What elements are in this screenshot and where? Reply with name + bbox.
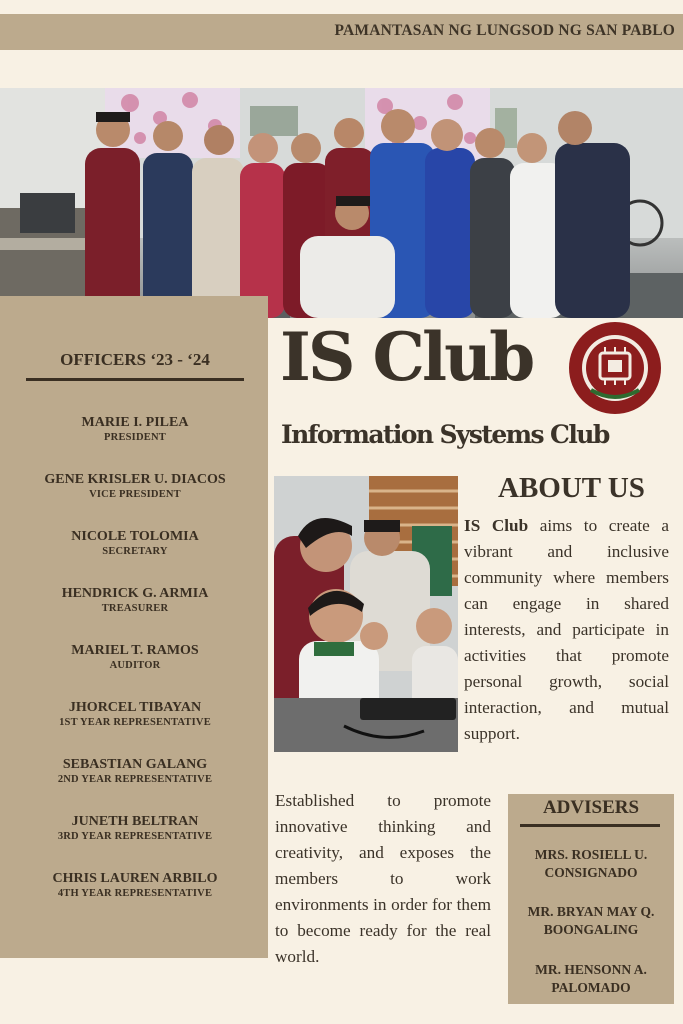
officer-name: JHORCEL TIBAYAN	[68, 700, 202, 715]
officer-name: HENDRICK G. ARMIA	[61, 586, 209, 601]
officer-entry	[22, 586, 248, 616]
officer-role: 4TH YEAR REPRESENTATIVE	[57, 888, 213, 899]
officer-name: SEBASTIAN GALANG	[62, 757, 208, 772]
officer-role: 1ST YEAR REPRESENTATIVE	[59, 717, 211, 728]
adviser-name: MR. HENSONN A. PALOMADO	[535, 962, 647, 995]
officer-entry	[22, 700, 248, 730]
officer-entry	[22, 757, 248, 787]
officer-entry	[22, 529, 248, 559]
college-seal-logo	[567, 320, 663, 416]
officer-entry	[22, 871, 248, 901]
officer-name: MARIEL T. RAMOS	[71, 643, 199, 658]
club-subtitle: Information Systems Club	[281, 420, 609, 449]
officer-role: SECRETARY	[102, 546, 168, 557]
adviser-name: MRS. ROSIELL U. CONSIGNADO	[534, 847, 648, 880]
officer-name: CHRIS LAUREN ARBILO	[52, 871, 218, 886]
officer-entry	[22, 415, 248, 445]
advisers-divider	[520, 824, 660, 827]
officer-name: MARIE I. PILEA	[81, 415, 189, 430]
officer-name: JUNETH BELTRAN	[71, 814, 199, 829]
officers-title: OFFICERS ‘23 - ‘24	[60, 350, 210, 369]
group-photo	[0, 88, 683, 318]
activity-photo	[274, 476, 458, 752]
about-title: ABOUT US	[498, 472, 645, 504]
officer-entry	[22, 814, 248, 844]
officers-panel	[0, 296, 268, 958]
about-description	[464, 513, 669, 747]
club-title: IS Club	[280, 318, 533, 396]
university-name: PAMANTASAN NG LUNGSOD NG SAN PABLO	[334, 22, 675, 39]
officer-role: VICE PRESIDENT	[89, 489, 181, 500]
officer-role: PRESIDENT	[104, 432, 166, 443]
officer-role: TREASURER	[101, 603, 169, 614]
established-text: Established to promote innovative thinking and creativity, and exposes the members to work environments in order for them to become ready for the real world.	[275, 791, 491, 966]
officer-entry	[22, 472, 248, 502]
officer-entry	[22, 643, 248, 673]
officers-divider	[26, 378, 244, 381]
officer-role: 3RD YEAR REPRESENTATIVE	[57, 831, 213, 842]
officer-role: AUDITOR	[109, 660, 161, 671]
officer-name: GENE KRISLER U. DIACOS	[44, 472, 226, 487]
about-lead: IS Club	[464, 516, 529, 535]
officer-name: NICOLE TOLOMIA	[71, 529, 199, 544]
advisers-title: ADVISERS	[542, 797, 640, 818]
about-body-text: aims to create a vibrant and inclusive community where members can engage in shared interests, and participate in activities that promote personal growth, social interaction, and mutual support.	[464, 516, 669, 743]
adviser-name: MR. BRYAN MAY Q. BOONGALING	[527, 904, 655, 937]
officer-role: 2ND YEAR REPRESENTATIVE	[57, 774, 213, 785]
